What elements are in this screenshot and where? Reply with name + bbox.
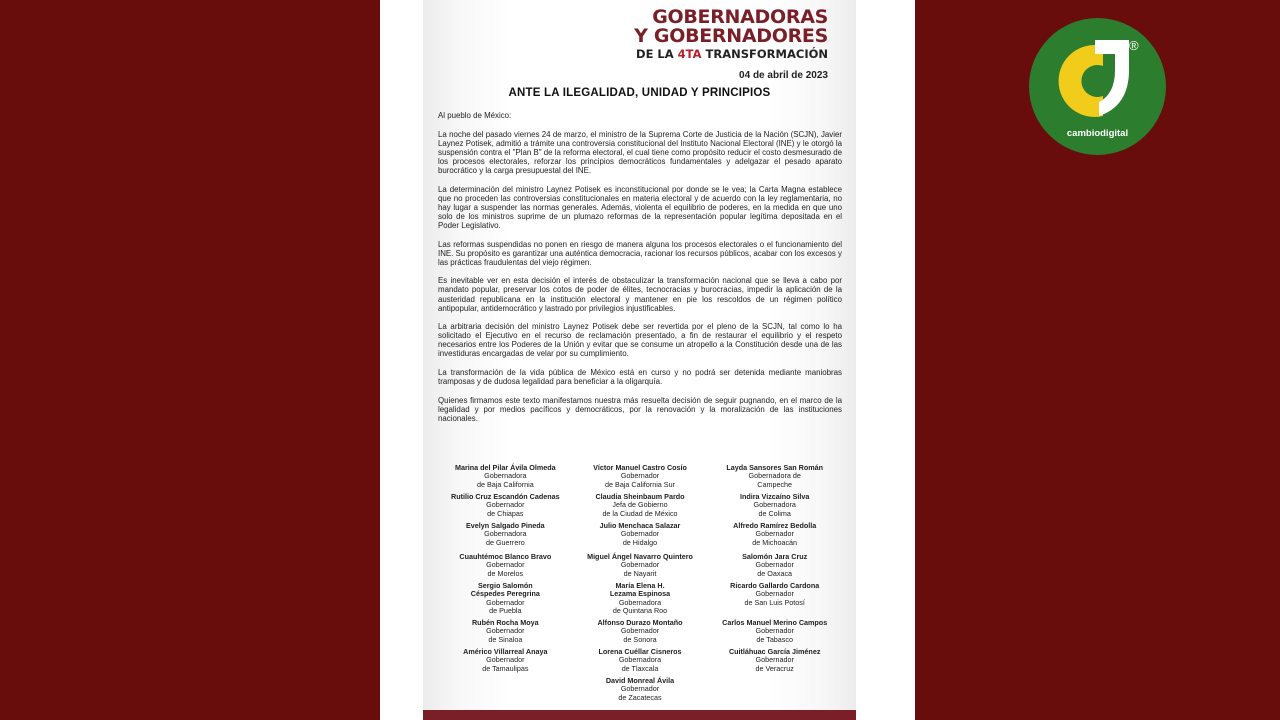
registered-mark-icon: ® [1129, 38, 1139, 53]
signer-name-line-2: Céspedes Peregrina [470, 589, 540, 599]
signer [707, 553, 842, 582]
signer [573, 648, 708, 677]
signer-title: Gobernador [620, 684, 660, 694]
signer-row [438, 464, 842, 493]
signer-name: Marina del Pilar Ávila Olmeda [455, 463, 556, 472]
signer-title: Gobernador [486, 655, 525, 665]
signer [573, 464, 708, 493]
signer-name: Rubén Rocha Moya [471, 618, 539, 627]
signer-state: de Baja California Sur [605, 479, 675, 489]
brand-line-3-highlight: 4TA [677, 47, 702, 61]
brand-line-3-c: TRANSFORMACIÓN [701, 47, 828, 61]
signer-name: Lorena Cuéllar Cisneros [598, 647, 682, 656]
signer-state: de Zacatecas [618, 692, 662, 702]
signer-name: Alfonso Durazo Montaño [597, 618, 683, 627]
signer-name: Indira Vizcaíno Silva [739, 492, 810, 501]
signer-title: Jefa de Gobierno [612, 500, 668, 510]
signer-state: Campeche [757, 479, 793, 489]
brand-line-3 [634, 49, 828, 61]
signer-title: Gobernador [755, 560, 794, 570]
signer-name: Salomón Jara Cruz [742, 552, 808, 561]
paragraph: La arbitraria decisión del ministro Laynez Potisek debe ser revertida por el pleno de la SCJN, tal como lo ha solicitado el Ejecutivo en el recurso de reclamación presentado, a fin de restaurar el equilibrio y el respeto necesarios entre los Poderes de la Unión y evitar que se consume un atropello a la Constitución desde una de las investiduras encargadas de velar por su cumplimiento. [438, 322, 842, 359]
brand-line-3-a: DE LA [636, 47, 678, 61]
signer-title: Gobernador [486, 560, 525, 570]
signer [438, 582, 573, 619]
document-footer-band [423, 710, 856, 720]
brand-line-2: Y GOBERNADORES [634, 25, 828, 47]
letterhead-brand [634, 8, 828, 61]
signer-name: María Elena H. [615, 581, 665, 590]
paragraph: La determinación del ministro Laynez Potisek es inconstitucional por donde se le vea; la Carta Magna establece que no proceden las controversias constitucionales en materia electoral y de acuerdo con la ley reglamentaria, no hay lugar a suspender las normas generales. Además, violenta el equilibrio de poderes, en la medida en que uno solo de los ministros suprime de un plumazo reformas de la representación popular legítima depositada en el Poder Legislativo. [438, 184, 842, 230]
paragraph: Las reformas suspendidas no ponen en riesgo de manera alguna los procesos electorales o el funcionamiento del INE. Su propósito es garantizar una auténtica democracia, racionar los recursos públicos, acabar con los excesos y las prácticas fraudulentas del viejo régimen. [438, 239, 842, 267]
signer-name: Ricardo Gallardo Cardona [730, 581, 820, 590]
signer-title: Gobernadora [753, 500, 796, 510]
signer-title: Gobernador [486, 626, 525, 636]
signer [438, 619, 573, 648]
signer-name: Julio Menchaca Salazar [599, 521, 681, 530]
signer-title: Gobernadora de [748, 471, 801, 481]
document-body [438, 111, 842, 433]
signer-state: de Hidalgo [622, 537, 658, 547]
signer [438, 464, 573, 493]
signer-row [438, 553, 842, 582]
logo-text: cambiodigital [1066, 128, 1129, 139]
signer-title: Gobernadora [618, 655, 662, 665]
signer-state: de San Luis Potosí [744, 597, 805, 607]
signer-state: de Colima [758, 508, 791, 518]
signer-row [438, 648, 842, 677]
signer-name: Américo Villarreal Anaya [463, 647, 548, 656]
paragraph: La noche del pasado viernes 24 de marzo, el ministro de la Suprema Corte de Justicia de la Nación (SCJN), Javier Laynez Potisek, admitió a trámite una controversia constitucional del Instituto Nacional Electoral (INE) y le otorgó la suspensión contra el "Plan B" de la reforma electoral, el cual tiene como propósito reducir el costo desmesurado de los procesos electorales, reforzar los principios democráticos fundamentales y adelgazar el pesado aparato burocrático y la carga presupuestal del INE. [438, 129, 842, 175]
signer [707, 648, 842, 677]
signer-row [438, 619, 842, 648]
signer [573, 553, 708, 582]
signer-name: Sergio Salomón [477, 581, 533, 590]
signer-name-line-2: Lezama Espinosa [609, 589, 671, 599]
signer-title: Gobernador [486, 500, 525, 510]
signer [707, 493, 842, 522]
signer-title: Gobernador [755, 626, 794, 636]
signer-title: Gobernador [755, 655, 794, 665]
paragraph: Es inevitable ver en esta decisión el interés de obstaculizar la transformación nacional que se lleva a cabo por mandato popular, preservar los cotos de poder de élites, tecnocracias y burocracias, impedir la aplicación de la austeridad republicana en la institución electoral y mantener en pie los rescoldos de un régimen político antipopular, antidemocrático y lastrado por privilegios injustificables. [438, 276, 842, 313]
signer-name: Carlos Manuel Merino Campos [722, 618, 828, 627]
signer-state: de Tabasco [756, 634, 793, 644]
signer-title: Gobernador [755, 589, 794, 599]
signer-state: de Guerrero [485, 537, 525, 547]
signer [707, 464, 842, 493]
signatories [438, 464, 842, 707]
signer-state: de Chiapas [487, 508, 524, 518]
signer-title: Gobernadora [484, 529, 527, 539]
signer [438, 677, 842, 707]
signer-title: Gobernador [620, 471, 660, 481]
signer-row [438, 522, 842, 553]
signer-title: Gobernador [620, 529, 660, 539]
signer [438, 648, 573, 677]
signer-row [438, 677, 842, 707]
signer-title: Gobernador [620, 560, 660, 570]
signer-row [438, 582, 842, 619]
signer-title: Gobernador [486, 597, 525, 607]
signer [438, 493, 573, 522]
signer [707, 582, 842, 619]
signer-state: de Oaxaca [757, 568, 793, 578]
cambiodigital-logo [1029, 18, 1166, 155]
paragraph: La transformación de la vida pública de México está en curso y no podrá ser detenida mediante maniobras tramposas y de dudosa legalidad para beneficiar a la oligarquía. [438, 368, 842, 387]
signer-state: de Morelos [487, 568, 524, 578]
signer-name: Evelyn Salgado Pineda [465, 521, 545, 530]
signer-row [438, 493, 842, 522]
signer [707, 619, 842, 648]
paragraph: Quienes firmamos este texto manifestamos nuestra más resuelta decisión de seguir pugnando, en el marco de la legalidad y por medios pacíficos y democráticos, por la renovación y la moralización de las instituciones nacionales. [438, 395, 842, 423]
salutation: Al pueblo de México: [438, 111, 512, 120]
document-date: 04 de abril de 2023 [739, 70, 828, 81]
signer [438, 553, 573, 582]
signer-state: de Nayarit [623, 568, 657, 578]
document-headline: ANTE LA ILEGALIDAD, UNIDAD Y PRINCIPIOS [508, 87, 771, 99]
signer [573, 493, 708, 522]
signer-name: Víctor Manuel Castro Cosío [593, 463, 687, 472]
signer-name: Claudia Sheinbaum Pardo [595, 492, 685, 501]
signer-title: Gobernadora [484, 471, 527, 481]
document-page [423, 0, 856, 720]
brand-line-1: GOBERNADORAS [652, 6, 828, 28]
signer [573, 619, 708, 648]
signer-state: de Quintana Roo [612, 605, 668, 615]
signer-state: de Veracruz [755, 663, 794, 673]
signer-state: de Michoacán [752, 537, 798, 547]
signer-state: de Tamaulipas [482, 663, 529, 673]
signer-name: Miguel Ángel Navarro Quintero [587, 552, 693, 561]
signer [707, 522, 842, 553]
signer-state: de Baja California [476, 479, 534, 489]
signer-state: de Puebla [489, 605, 522, 615]
signer-title: Gobernador [620, 626, 660, 636]
signer-name: Cuitláhuac García Jiménez [728, 647, 821, 656]
signer-name: Layda Sansores San Román [726, 463, 824, 472]
signer [438, 522, 573, 553]
signer-state: de Sonora [623, 634, 657, 644]
signer-title: Gobernador [755, 529, 794, 539]
signer-state: de Sinaloa [488, 634, 523, 644]
signer-title: Gobernadora [618, 597, 662, 607]
signer-name: Alfredo Ramírez Bedolla [733, 521, 817, 530]
signer-name: Cuauhtémoc Blanco Bravo [459, 552, 552, 561]
signer-state: de la Ciudad de México [602, 508, 678, 518]
signer [573, 582, 708, 619]
signer-state: de Tlaxcala [621, 663, 659, 673]
signer [573, 522, 708, 553]
signer-name: David Monreal Ávila [605, 676, 675, 685]
signer-name: Rutilio Cruz Escandón Cadenas [451, 492, 560, 501]
